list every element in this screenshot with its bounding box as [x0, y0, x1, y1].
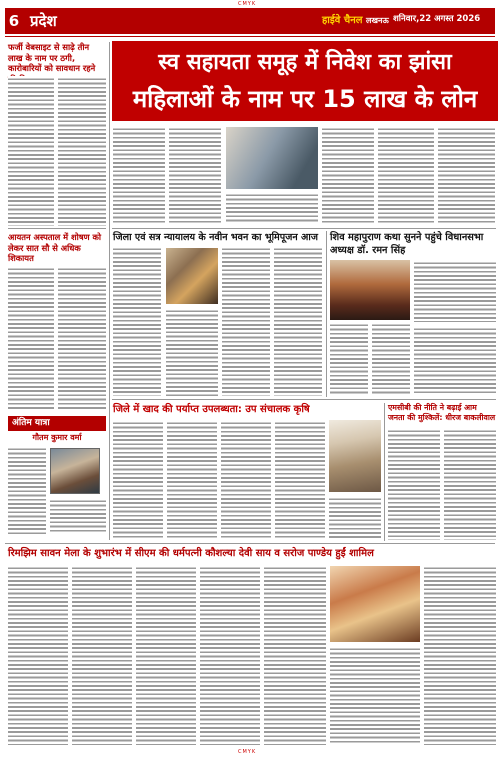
- story3-body-col1: [330, 322, 368, 394]
- story6-photo: [330, 566, 420, 642]
- obituary-body-2: [50, 498, 106, 534]
- story5-body-col1: [113, 420, 163, 540]
- left-top-body-col2: [58, 76, 106, 226]
- story2-body-col3: [222, 246, 270, 396]
- story3-body-col4: [414, 326, 496, 394]
- cmyk-mark-bottom: CMYK: [238, 749, 257, 755]
- left-divider-1: [8, 228, 106, 229]
- story6-body-col7: [424, 565, 496, 745]
- masthead-rule: [5, 36, 495, 37]
- lead-headline-2: महिलाओं के नाम पर 15 लाख के लोन: [132, 85, 478, 113]
- story5-body-col3: [221, 420, 271, 540]
- story5-headline: जिले में खाद की पर्याप्त उपलब्धता: उप संचालक कृषि: [113, 404, 310, 415]
- brand-city: लखनऊ: [366, 16, 389, 25]
- story3-headline: शिव महापुराण कथा सुनने पहुंचे विधानसभा अध्यक्ष डॉ. रमन सिंह: [330, 232, 484, 256]
- lead-body-col1: [113, 126, 165, 224]
- left-mid-body-col2: [58, 266, 106, 410]
- obituary-photo: [50, 448, 100, 494]
- brand-logo: [322, 12, 389, 26]
- left-top-headline: फर्जी वेबसाइट से साढ़े तीन लाख के नाम पर ठगी, कारोबारियों को सावधान रहने: [8, 42, 96, 73]
- page-number: 6: [5, 8, 23, 34]
- story2-body-col4: [274, 246, 322, 396]
- story2-headline: जिला एवं सत्र न्यायालय के नवीन भवन का भूमिपूजन आज: [113, 232, 318, 243]
- issue-date: शनिवार,22 अगस्त 2026: [393, 14, 481, 24]
- story4-headline: एमसीबी की नीति ने बढ़ाई आम जनता की मुश्किलें: धीरज बाकलीवाल: [388, 403, 496, 422]
- story6-body-col5: [264, 565, 326, 745]
- mid-divider: [112, 399, 496, 400]
- cmyk-mark-top: CMYK: [238, 1, 257, 7]
- story2-body-col2: [166, 308, 218, 396]
- lead-body-col4: [322, 126, 374, 224]
- story5-body-col2: [167, 420, 217, 540]
- brand-name: हाईवे: [322, 15, 341, 26]
- story4-body-col2: [444, 428, 496, 540]
- section-title: प्रदेश: [30, 12, 57, 30]
- story5-body-col5: [329, 496, 381, 540]
- lead-headline-1: स्व सहायता समूह में निवेश का झांसा: [158, 50, 452, 75]
- lead-photo: [226, 127, 318, 189]
- column-rule-2: [326, 231, 327, 397]
- story5-body-col4: [275, 420, 325, 540]
- story3-photo: [330, 260, 410, 320]
- story6-headline: रिमझिम सावन मेला के शुभारंभ में सीएम की धर्मपत्नी कौशल्या देवी साय व सरोज पाण्डेय हुईं शामिल: [8, 548, 374, 559]
- story6-body-col1: [8, 565, 68, 745]
- left-mid-body-col1: [8, 266, 54, 410]
- story2-body-col1: [113, 246, 161, 396]
- story6-body-col2: [72, 565, 132, 745]
- story3-body-col3: [414, 260, 496, 322]
- left-mid-headline: आयतन अस्पताल में शोषण को लेकर सात सौ से अधिक शिकायत: [8, 232, 102, 263]
- lead-body-col3: [226, 192, 318, 224]
- obituary-body: [8, 446, 46, 534]
- lead-banner: [112, 41, 498, 121]
- bottom-divider: [5, 543, 495, 544]
- story2-photo: [166, 248, 218, 304]
- story3-body-col2: [372, 322, 410, 394]
- story4-body-col1: [388, 428, 440, 540]
- column-rule-1: [109, 42, 110, 540]
- story6-body-col6: [330, 646, 420, 745]
- obituary-name: गौतम कुमार वर्मा: [32, 433, 82, 442]
- story6-body-col3: [136, 565, 196, 745]
- lead-body-col5: [378, 126, 434, 224]
- brand-suffix: चैनल: [343, 15, 363, 26]
- lead-body-col6: [438, 126, 495, 224]
- obituary-heading: अंतिम यात्रा: [8, 416, 106, 431]
- column-rule-3: [384, 403, 385, 541]
- lead-body-col2: [169, 126, 221, 224]
- story6-body-col4: [200, 565, 260, 745]
- story5-photo: [329, 420, 381, 492]
- lead-divider: [112, 228, 496, 229]
- left-top-body-col1: [8, 76, 54, 226]
